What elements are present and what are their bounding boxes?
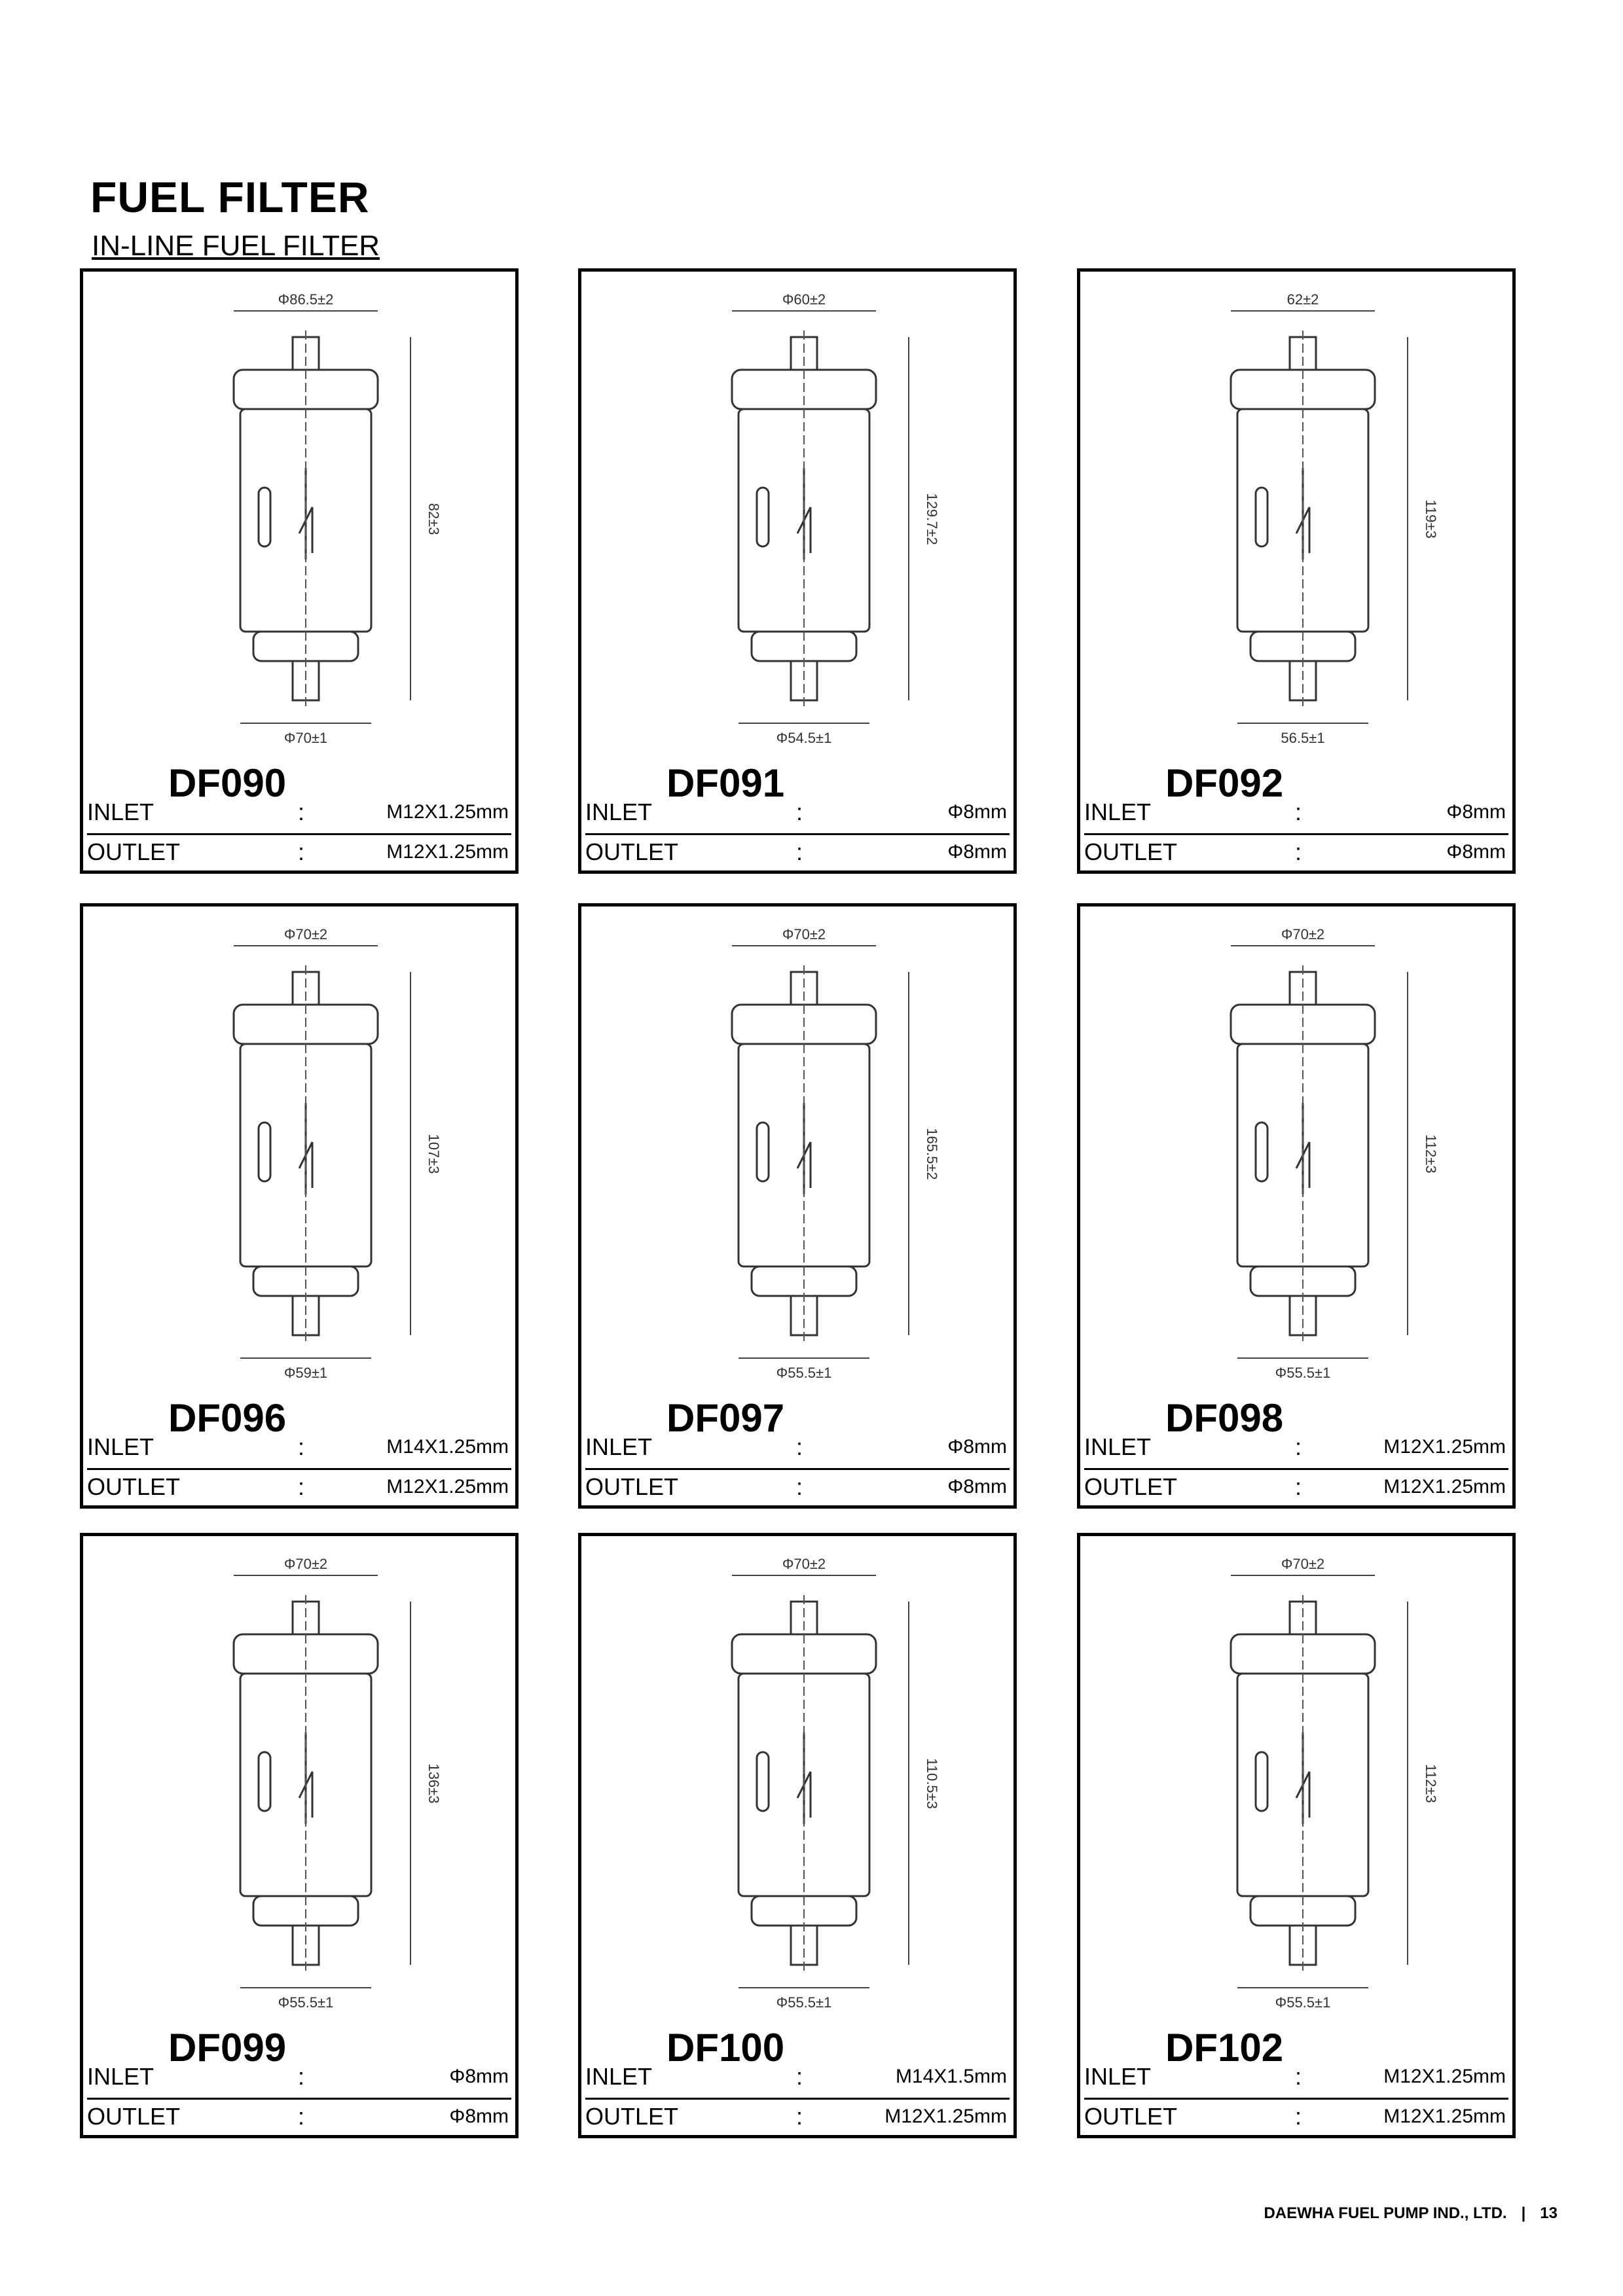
height-label: 136±3	[426, 1763, 442, 1804]
model-number: DF092	[1165, 761, 1284, 805]
inlet-label: INLET	[585, 1433, 653, 1460]
outlet-value: Φ8mm	[1446, 841, 1506, 863]
outlet-label: OUTLET	[1084, 838, 1178, 865]
outlet-label: OUTLET	[585, 838, 679, 865]
model-number: DF099	[168, 2026, 287, 2070]
outlet-row	[585, 2098, 1010, 2134]
outlet-row	[585, 1468, 1010, 1504]
colon: :	[796, 2103, 803, 2130]
inlet-row	[87, 2060, 511, 2094]
filter-drawing	[581, 272, 1013, 756]
bottom-diameter-label: Φ55.5±1	[776, 1365, 832, 1381]
filter-drawing	[83, 1536, 515, 2020]
bottom-diameter-label: Φ54.5±1	[776, 730, 832, 746]
bottom-diameter-label: Φ70±1	[283, 730, 328, 746]
colon: :	[1295, 2103, 1302, 2130]
outlet-row	[585, 833, 1010, 869]
body-slot	[1256, 1752, 1267, 1811]
product-card-df099	[80, 1533, 519, 2138]
colon: :	[796, 798, 803, 825]
bottom-diameter-label: Φ55.5±1	[1275, 1365, 1331, 1381]
colon: :	[1295, 2063, 1302, 2090]
outlet-value: Φ8mm	[449, 2106, 509, 2127]
top-diameter-label: Φ60±2	[782, 291, 826, 308]
inlet-label: INLET	[87, 798, 155, 825]
colon: :	[298, 838, 305, 865]
colon: :	[796, 2063, 803, 2090]
inlet-value: M14X1.25mm	[386, 1436, 509, 1458]
inlet-value: Φ8mm	[947, 1436, 1007, 1458]
bottom-diameter-label: Φ55.5±1	[1275, 1994, 1331, 2011]
outlet-row	[1084, 1468, 1508, 1504]
page-footer	[1264, 2204, 1558, 2223]
company-name: DAEWHA FUEL PUMP IND., LTD.	[1264, 2204, 1507, 2222]
product-card-df102	[1077, 1533, 1516, 2138]
product-card-df098	[1077, 903, 1516, 1509]
inlet-row	[1084, 2060, 1508, 2094]
top-diameter-label: Φ70±2	[1281, 926, 1325, 942]
inlet-value: Φ8mm	[947, 801, 1007, 823]
outlet-label: OUTLET	[87, 1473, 181, 1500]
height-label: 110.5±3	[924, 1758, 940, 1809]
height-label: 112±3	[1423, 1134, 1439, 1174]
height-label: 119±3	[1423, 499, 1439, 539]
colon: :	[298, 1473, 305, 1500]
body-slot	[259, 1122, 270, 1181]
filter-drawing	[581, 906, 1013, 1391]
model-number: DF091	[666, 761, 785, 805]
outlet-label: OUTLET	[87, 838, 181, 865]
model-number: DF096	[168, 1396, 287, 1440]
bottom-diameter-label: Φ59±1	[283, 1365, 328, 1381]
inlet-label: INLET	[1084, 2063, 1152, 2090]
inlet-label: INLET	[87, 1433, 155, 1460]
colon: :	[1295, 1433, 1302, 1460]
product-card-df091	[578, 268, 1017, 874]
outlet-label: OUTLET	[1084, 1473, 1178, 1500]
inlet-row	[585, 1430, 1010, 1464]
outlet-label: OUTLET	[585, 2103, 679, 2130]
bottom-diameter-label: Φ55.5±1	[278, 1994, 334, 2011]
inlet-row	[1084, 1430, 1508, 1464]
inlet-value: M12X1.25mm	[1383, 2066, 1506, 2087]
colon: :	[298, 1433, 305, 1460]
outlet-label: OUTLET	[585, 1473, 679, 1500]
page-number: 13	[1540, 2204, 1558, 2222]
filter-drawing	[1080, 1536, 1512, 2020]
inlet-row	[87, 1430, 511, 1464]
footer-separator: |	[1521, 2204, 1526, 2222]
inlet-row	[585, 2060, 1010, 2094]
outlet-label: OUTLET	[1084, 2103, 1178, 2130]
outlet-row	[1084, 833, 1508, 869]
inlet-value: Φ8mm	[1446, 801, 1506, 823]
filter-drawing	[1080, 272, 1512, 756]
body-slot	[1256, 1122, 1267, 1181]
colon: :	[298, 2063, 305, 2090]
model-number: DF097	[666, 1396, 785, 1440]
outlet-row	[1084, 2098, 1508, 2134]
model-number: DF098	[1165, 1396, 1284, 1440]
outlet-row	[87, 833, 511, 869]
filter-drawing	[83, 906, 515, 1391]
filter-drawing	[1080, 906, 1512, 1391]
product-card-df092	[1077, 268, 1516, 874]
body-slot	[259, 488, 270, 547]
inlet-value: M12X1.25mm	[1383, 1436, 1506, 1458]
top-diameter-label: 62±2	[1286, 291, 1319, 308]
colon: :	[1295, 1473, 1302, 1500]
colon: :	[796, 838, 803, 865]
product-card-df096	[80, 903, 519, 1509]
inlet-row	[1084, 795, 1508, 829]
top-diameter-label: Φ86.5±2	[278, 291, 334, 308]
colon: :	[298, 2103, 305, 2130]
inlet-value: M14X1.5mm	[895, 2066, 1007, 2087]
inlet-label: INLET	[585, 2063, 653, 2090]
page-title: FUEL FILTER	[90, 173, 370, 221]
outlet-row	[87, 2098, 511, 2134]
outlet-value: M12X1.25mm	[1383, 1476, 1506, 1498]
top-diameter-label: Φ70±2	[782, 926, 826, 942]
inlet-row	[87, 795, 511, 829]
outlet-label: OUTLET	[87, 2103, 181, 2130]
outlet-value: Φ8mm	[947, 841, 1007, 863]
height-label: 112±3	[1423, 1764, 1439, 1803]
inlet-label: INLET	[585, 798, 653, 825]
body-slot	[757, 1752, 769, 1811]
inlet-value: Φ8mm	[449, 2066, 509, 2087]
outlet-row	[87, 1468, 511, 1504]
product-card-df097	[578, 903, 1017, 1509]
model-number: DF100	[666, 2026, 785, 2070]
top-diameter-label: Φ70±2	[283, 1556, 328, 1572]
inlet-label: INLET	[1084, 798, 1152, 825]
height-label: 165.5±2	[924, 1128, 940, 1180]
top-diameter-label: Φ70±2	[1281, 1556, 1325, 1572]
bottom-diameter-label: 56.5±1	[1281, 730, 1325, 746]
inlet-row	[585, 795, 1010, 829]
colon: :	[1295, 838, 1302, 865]
product-card-df090	[80, 268, 519, 874]
colon: :	[796, 1473, 803, 1500]
inlet-label: INLET	[1084, 1433, 1152, 1460]
body-slot	[259, 1752, 270, 1811]
outlet-value: M12X1.25mm	[884, 2106, 1007, 2127]
model-number: DF090	[168, 761, 287, 805]
top-diameter-label: Φ70±2	[782, 1556, 826, 1572]
body-slot	[757, 488, 769, 547]
outlet-value: Φ8mm	[947, 1476, 1007, 1498]
page-subtitle: IN-LINE FUEL FILTER	[92, 230, 380, 262]
top-diameter-label: Φ70±2	[283, 926, 328, 942]
height-label: 107±3	[426, 1134, 442, 1174]
model-number: DF102	[1165, 2026, 1284, 2070]
height-label: 129.7±2	[924, 493, 940, 545]
outlet-value: M12X1.25mm	[1383, 2106, 1506, 2127]
outlet-value: M12X1.25mm	[386, 841, 509, 863]
colon: :	[298, 798, 305, 825]
colon: :	[1295, 798, 1302, 825]
product-card-df100	[578, 1533, 1017, 2138]
colon: :	[796, 1433, 803, 1460]
bottom-diameter-label: Φ55.5±1	[776, 1994, 832, 2011]
body-slot	[757, 1122, 769, 1181]
inlet-label: INLET	[87, 2063, 155, 2090]
height-label: 82±3	[426, 503, 442, 535]
inlet-value: M12X1.25mm	[386, 801, 509, 823]
filter-drawing	[83, 272, 515, 756]
filter-drawing	[581, 1536, 1013, 2020]
outlet-value: M12X1.25mm	[386, 1476, 509, 1498]
body-slot	[1256, 488, 1267, 547]
